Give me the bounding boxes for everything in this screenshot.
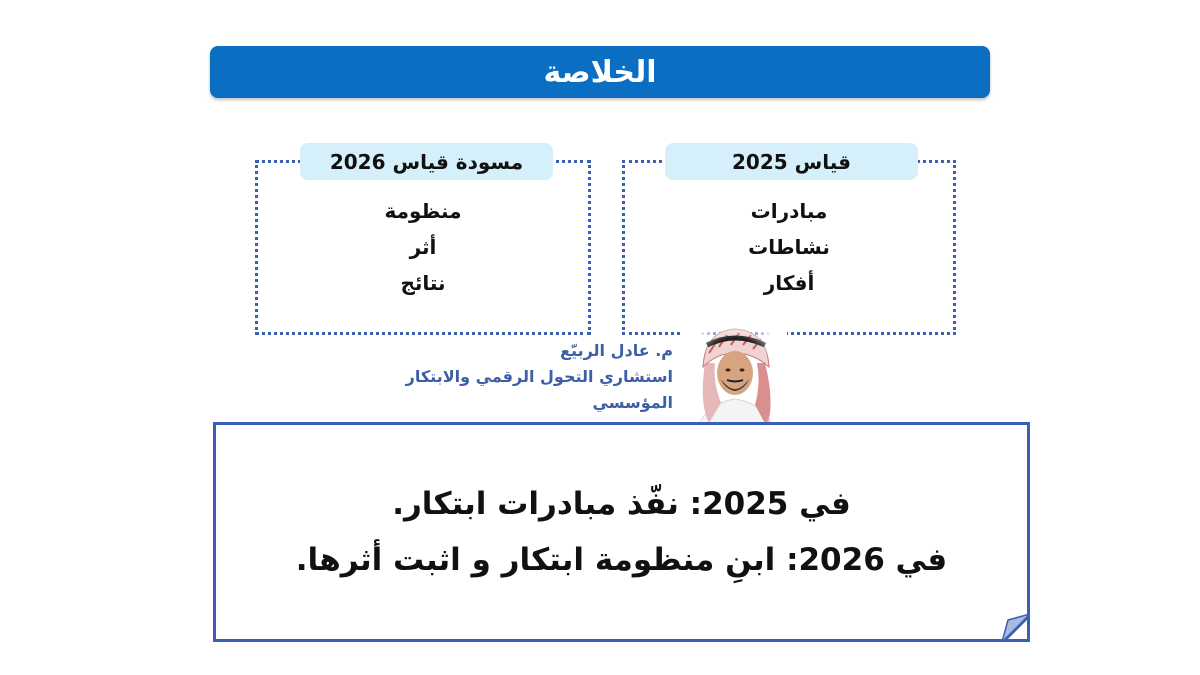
measure-2026-label: مسودة قياس 2026 <box>300 143 553 180</box>
title-bar <box>210 46 990 98</box>
measure-2025-label: قياس 2025 <box>665 143 918 180</box>
author-name: م. عادل الربيّع <box>560 341 673 360</box>
measure-2025-item: أفكار <box>763 271 815 295</box>
measure-2026-item: منظومة <box>384 199 462 223</box>
summary-line-2026: في 2026: ابنِ منظومة ابتكار و اثبت أثرها. <box>295 542 948 578</box>
summary-note <box>213 422 1030 642</box>
folded-corner-icon <box>1002 614 1030 642</box>
measure-2025-item: نشاطات <box>748 235 830 259</box>
measure-2025-list <box>622 193 956 301</box>
page-title: الخلاصة <box>543 54 657 90</box>
measure-2026-item: أثر <box>409 235 437 259</box>
measure-2025-item: مبادرات <box>750 199 828 223</box>
summary-line-2025: في 2025: نفّذ مبادرات ابتكار. <box>392 486 851 522</box>
measure-2026-item: نتائج <box>400 271 446 295</box>
author-title: استشاري التحول الرقمي والابتكار المؤسسي <box>405 367 673 412</box>
measure-2026-list <box>255 193 591 301</box>
